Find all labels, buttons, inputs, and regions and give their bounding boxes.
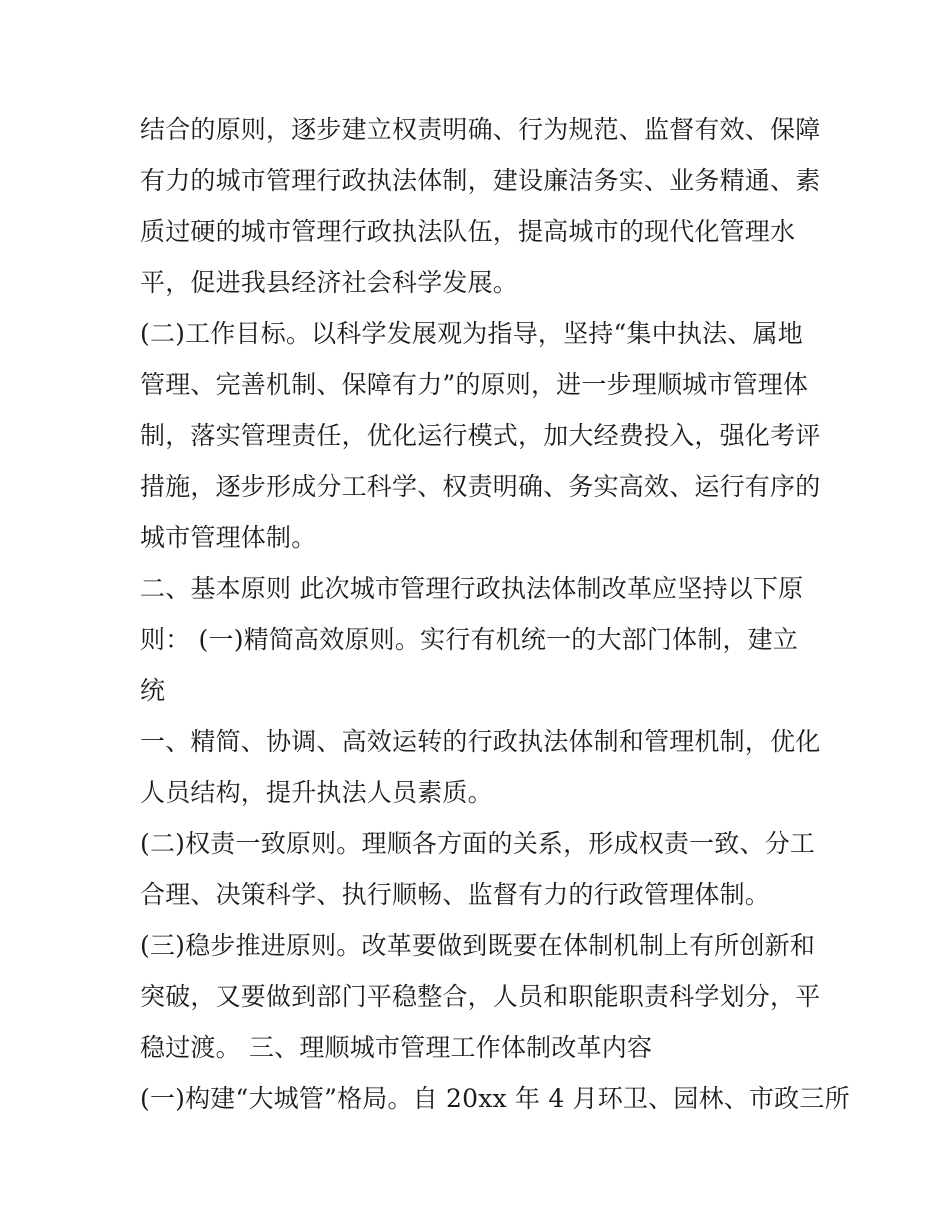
text-line: 管理、完善机制、保障有力”的原则，进一步理顺城市管理体 — [140, 370, 809, 399]
text-line: (二)权责一致原则。理顺各方面的关系，形成权责一致、分工 — [140, 829, 816, 858]
text-line: 城市管理体制。 — [140, 523, 317, 552]
text-line: 制，落实管理责任，优化运行模式，加大经费投入，强化考评 — [140, 421, 821, 450]
text-line: 人员结构，提升执法人员素质。 — [140, 778, 493, 807]
text-line: 合理、决策科学、执行顺畅、监督有力的行政管理体制。 — [140, 880, 771, 909]
document-body — [140, 104, 850, 1124]
text-line: 一、精简、协调、高效运转的行政执法体制和管理机制，优化 — [140, 727, 821, 756]
text-line: 二、基本原则 此次城市管理行政执法体制改革应坚持以下原 — [140, 574, 804, 603]
text-line: 稳过渡。 三、理顺城市管理工作体制改革内容 — [140, 1033, 653, 1062]
text-line: 统 — [140, 676, 166, 705]
text-line: (三)稳步推进原则。改革要做到既要在体制机制上有所创新和 — [140, 931, 816, 960]
text-line: 平，促进我县经济社会科学发展。 — [140, 268, 519, 297]
text-line: 措施，逐步形成分工科学、权责明确、务实高效、运行有序的 — [140, 472, 821, 501]
text-line: 质过硬的城市管理行政执法队伍，提高城市的现代化管理水 — [140, 217, 796, 246]
text-line: 则： (一)精简高效原则。实行有机统一的大部门体制，建立 — [140, 625, 799, 654]
text-line: 有力的城市管理行政执法体制，建设廉洁务实、业务精通、素 — [140, 166, 821, 195]
text-line: (一)构建“大城管”格局。自 20xx 年 4 月环卫、园林、市政三所 — [140, 1084, 850, 1113]
text-line: (二)工作目标。以科学发展观为指导，坚持“集中执法、属地 — [140, 319, 803, 348]
text-line: 结合的原则，逐步建立权责明确、行为规范、监督有效、保障 — [140, 115, 821, 144]
text-line: 突破，又要做到部门平稳整合，人员和职能职责科学划分，平 — [140, 982, 821, 1011]
